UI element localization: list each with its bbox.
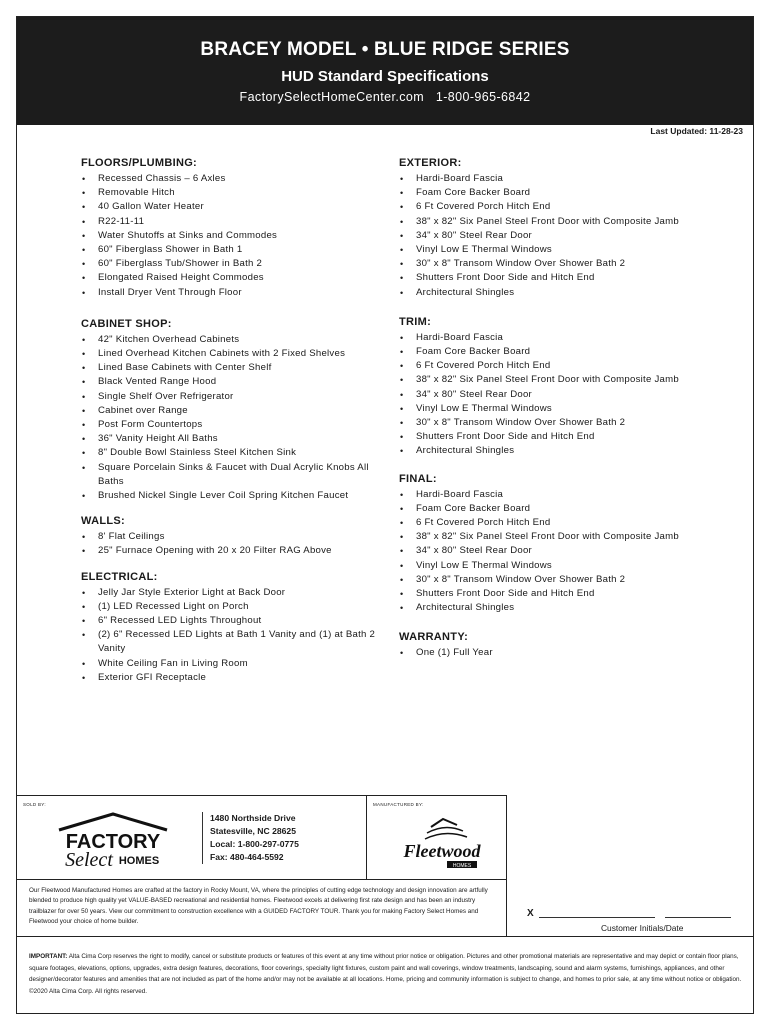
spec-item: • 6" Recessed LED Lights Throughout [81, 614, 381, 628]
sold-by-label: SOLD BY: [23, 802, 46, 807]
spec-item: • Recessed Chassis – 6 Axles [81, 172, 381, 186]
spec-item: • Architectural Shingles [399, 444, 689, 458]
section-title: FINAL: [399, 472, 437, 485]
spec-item: • 8' Flat Ceilings [81, 530, 381, 544]
important-text: Alta Cima Corp reserves the right to modify, cancel or substitute products or features of this event at any time without prior notice or obligation. Pictures and other promotional materials are representative and may depict or contain floor plans, square footages, elevations, options, upgrades, extra design features, decorations, floor coverings, specialty light fixtures, custom paint and wall coverings, window treatments, landscaping, sound and alarm systems, furnishings, appliances, and other designer/decorator features and amenities that are not included as part of the home and/or may not be available at all locations. Home, pricing and community information is subject to change, and homes to prior sale, at any time without notice or obligation. ©2020 Alta Cima Corp. All rights reserved. [29, 953, 742, 995]
section-title: FLOORS/PLUMBING: [81, 157, 198, 169]
spec-item: • Hardi-Board Fascia [399, 488, 689, 502]
spec-item: • 38" x 82" Six Panel Steel Front Door with Composite Jamb [399, 373, 689, 387]
promo-text: Our Fleetwood Manufactured Homes are crafted at the factory in Rocky Mount, VA, where the principles of cutting edge technology and design innovation are artfully blended to produce high quality yet VALUE-BASED recreational and residential homes. Fleetwood excels at delivering first rate design and has been an industry trailblazer for over 50 years. View our commitment to construction excellence with a GUIDED FACTORY TOUR. Thank you for making Factory Select Homes and Fleetwood your choice of home builder. [29, 887, 488, 926]
section-floors [81, 157, 381, 300]
spec-item: • R22-11-11 [81, 215, 381, 229]
spec-list [81, 172, 381, 300]
spec-item: • 42" Kitchen Overhead Cabinets [81, 333, 381, 347]
spec-item: • Post Form Countertops [81, 418, 381, 432]
spec-sheet [16, 16, 754, 1014]
section-electrical [81, 571, 381, 685]
spec-item: • 34" x 80" Steel Rear Door [399, 388, 689, 402]
spec-item: • 30" x 8" Transom Window Over Shower Bath 2 [399, 257, 689, 271]
section-warranty [399, 631, 689, 660]
spec-item: • Vinyl Low E Thermal Windows [399, 243, 689, 257]
spec-list [399, 646, 689, 660]
spec-item: • Square Porcelain Sinks & Faucet with Dual Acrylic Knobs All Baths [81, 461, 381, 489]
contact-line [17, 90, 753, 104]
section-exterior [399, 157, 689, 300]
spec-item: • Removable Hitch [81, 186, 381, 200]
signature-line[interactable] [539, 917, 655, 918]
spec-item: • (2) 6" Recessed LED Lights at Bath 1 Vanity and (1) at Bath 2 Vanity [81, 628, 381, 656]
spec-item: • 30" x 8" Transom Window Over Shower Bath 2 [399, 573, 689, 587]
sold-by-box [17, 795, 367, 879]
spec-item: • Jelly Jar Style Exterior Light at Back Door [81, 586, 381, 600]
last-updated: Last Updated: 11-28-23 [650, 126, 743, 136]
spec-item: • Install Dryer Vent Through Floor [81, 286, 381, 300]
spec-item: • Brushed Nickel Single Lever Coil Spring Kitchen Faucet [81, 489, 381, 503]
section-final [399, 473, 689, 616]
spec-item: • Black Vented Range Hood [81, 375, 381, 389]
spec-item: • Elongated Raised Height Commodes [81, 271, 381, 285]
spec-item: • Shutters Front Door Side and Hitch End [399, 430, 689, 444]
page-subtitle: HUD Standard Specifications [281, 68, 489, 85]
important-disclaimer [29, 951, 743, 997]
section-cabinet [81, 318, 381, 503]
manufactured-by-label: MANUFACTURED BY: [373, 802, 424, 807]
spec-item: • White Ceiling Fan in Living Room [81, 657, 381, 671]
spec-list [399, 331, 689, 459]
address-city: Statesville, NC 28625 [210, 826, 296, 836]
important-label: IMPORTANT: [29, 953, 68, 960]
spec-item: • 36" Vanity Height All Baths [81, 432, 381, 446]
spec-item: • 34" x 80" Steel Rear Door [399, 544, 689, 558]
address-fax: Fax: 480-464-5592 [210, 852, 284, 862]
dealer-address [210, 812, 299, 864]
spec-item: • Vinyl Low E Thermal Windows [399, 559, 689, 573]
fleetwood-homes-word: HOMES [452, 863, 472, 869]
spec-item: • Exterior GFI Receptacle [81, 671, 381, 685]
section-title: EXTERIOR: [399, 157, 462, 169]
address-divider [202, 812, 203, 864]
phone-number[interactable]: 1-800-965-6842 [435, 90, 531, 104]
spec-item: • 6 Ft Covered Porch Hitch End [399, 359, 689, 373]
spec-item: • 38" x 82" Six Panel Steel Front Door with Composite Jamb [399, 530, 689, 544]
spec-item: • 6 Ft Covered Porch Hitch End [399, 516, 689, 530]
spec-item: • Single Shelf Over Refrigerator [81, 390, 381, 404]
section-title: WARRANTY: [399, 631, 469, 644]
spec-item: • Water Shutoffs at Sinks and Commodes [81, 229, 381, 243]
fleetwood-word: Fleetwood [403, 841, 481, 861]
spec-item: • 40 Gallon Water Heater [81, 200, 381, 214]
fleetwood-logo [397, 815, 487, 871]
spec-item: • Lined Base Cabinets with Center Shelf [81, 361, 381, 375]
section-walls [81, 515, 381, 558]
spec-item: • Shutters Front Door Side and Hitch End [399, 271, 689, 285]
date-line[interactable] [665, 917, 731, 918]
spec-item: • 60" Fiberglass Tub/Shower in Bath 2 [81, 257, 381, 271]
spec-item: • One (1) Full Year [399, 646, 689, 660]
promo-box [17, 879, 507, 937]
spec-item: • 34" x 80" Steel Rear Door [399, 229, 689, 243]
spec-list [81, 333, 381, 503]
section-title: WALLS: [81, 515, 125, 528]
factory-select-logo [53, 810, 173, 870]
spec-item: • 8" Double Bowl Stainless Steel Kitchen Sink [81, 446, 381, 460]
spec-item: • Architectural Shingles [399, 601, 689, 615]
spec-list [81, 586, 381, 685]
address-local-phone[interactable]: Local: 1-800-297-0775 [210, 839, 299, 849]
dealer-band [17, 795, 753, 879]
website-link[interactable]: FactorySelectHomeCenter.com [239, 90, 425, 104]
section-title: CABINET SHOP: [81, 317, 172, 330]
spec-item: • Lined Overhead Kitchen Cabinets with 2 Fixed Shelves [81, 347, 381, 361]
spec-item: • 30" x 8" Transom Window Over Shower Bath 2 [399, 416, 689, 430]
spec-item: • Hardi-Board Fascia [399, 331, 689, 345]
spec-item: • (1) LED Recessed Light on Porch [81, 600, 381, 614]
spec-item: • 38" x 82" Six Panel Steel Front Door with Composite Jamb [399, 215, 689, 229]
page-title: BRACEY MODEL • BLUE RIDGE SERIES [200, 39, 570, 60]
header-banner [17, 17, 753, 125]
spec-item: • Foam Core Backer Board [399, 502, 689, 516]
right-column [399, 157, 689, 673]
logo-select-word: Select [65, 849, 113, 870]
spec-item: • 6 Ft Covered Porch Hitch End [399, 200, 689, 214]
spec-item: • Hardi-Board Fascia [399, 172, 689, 186]
left-column [81, 157, 381, 697]
sign-x-mark: X [527, 908, 534, 919]
spec-list [399, 488, 689, 616]
section-title: TRIM: [399, 315, 432, 328]
spec-item: • Foam Core Backer Board [399, 186, 689, 200]
section-title: ELECTRICAL: [81, 570, 158, 583]
logo-factory-word: FACTORY [65, 831, 161, 853]
spec-list [399, 172, 689, 300]
spec-item: • 60" Fiberglass Shower in Bath 1 [81, 243, 381, 257]
spec-list [81, 530, 381, 558]
spec-item: • Vinyl Low E Thermal Windows [399, 402, 689, 416]
spec-item: • Shutters Front Door Side and Hitch End [399, 587, 689, 601]
logo-homes-word: HOMES [118, 855, 160, 867]
address-street: 1480 Northside Drive [210, 813, 296, 823]
spec-item: • Architectural Shingles [399, 286, 689, 300]
spec-item: • Foam Core Backer Board [399, 345, 689, 359]
spec-item: • Cabinet over Range [81, 404, 381, 418]
section-trim [399, 316, 689, 459]
customer-initials-label: Customer Initials/Date [601, 923, 684, 933]
customer-initials-area [507, 879, 753, 937]
spec-item: • 25" Furnace Opening with 20 x 20 Filter RAG Above [81, 544, 381, 558]
